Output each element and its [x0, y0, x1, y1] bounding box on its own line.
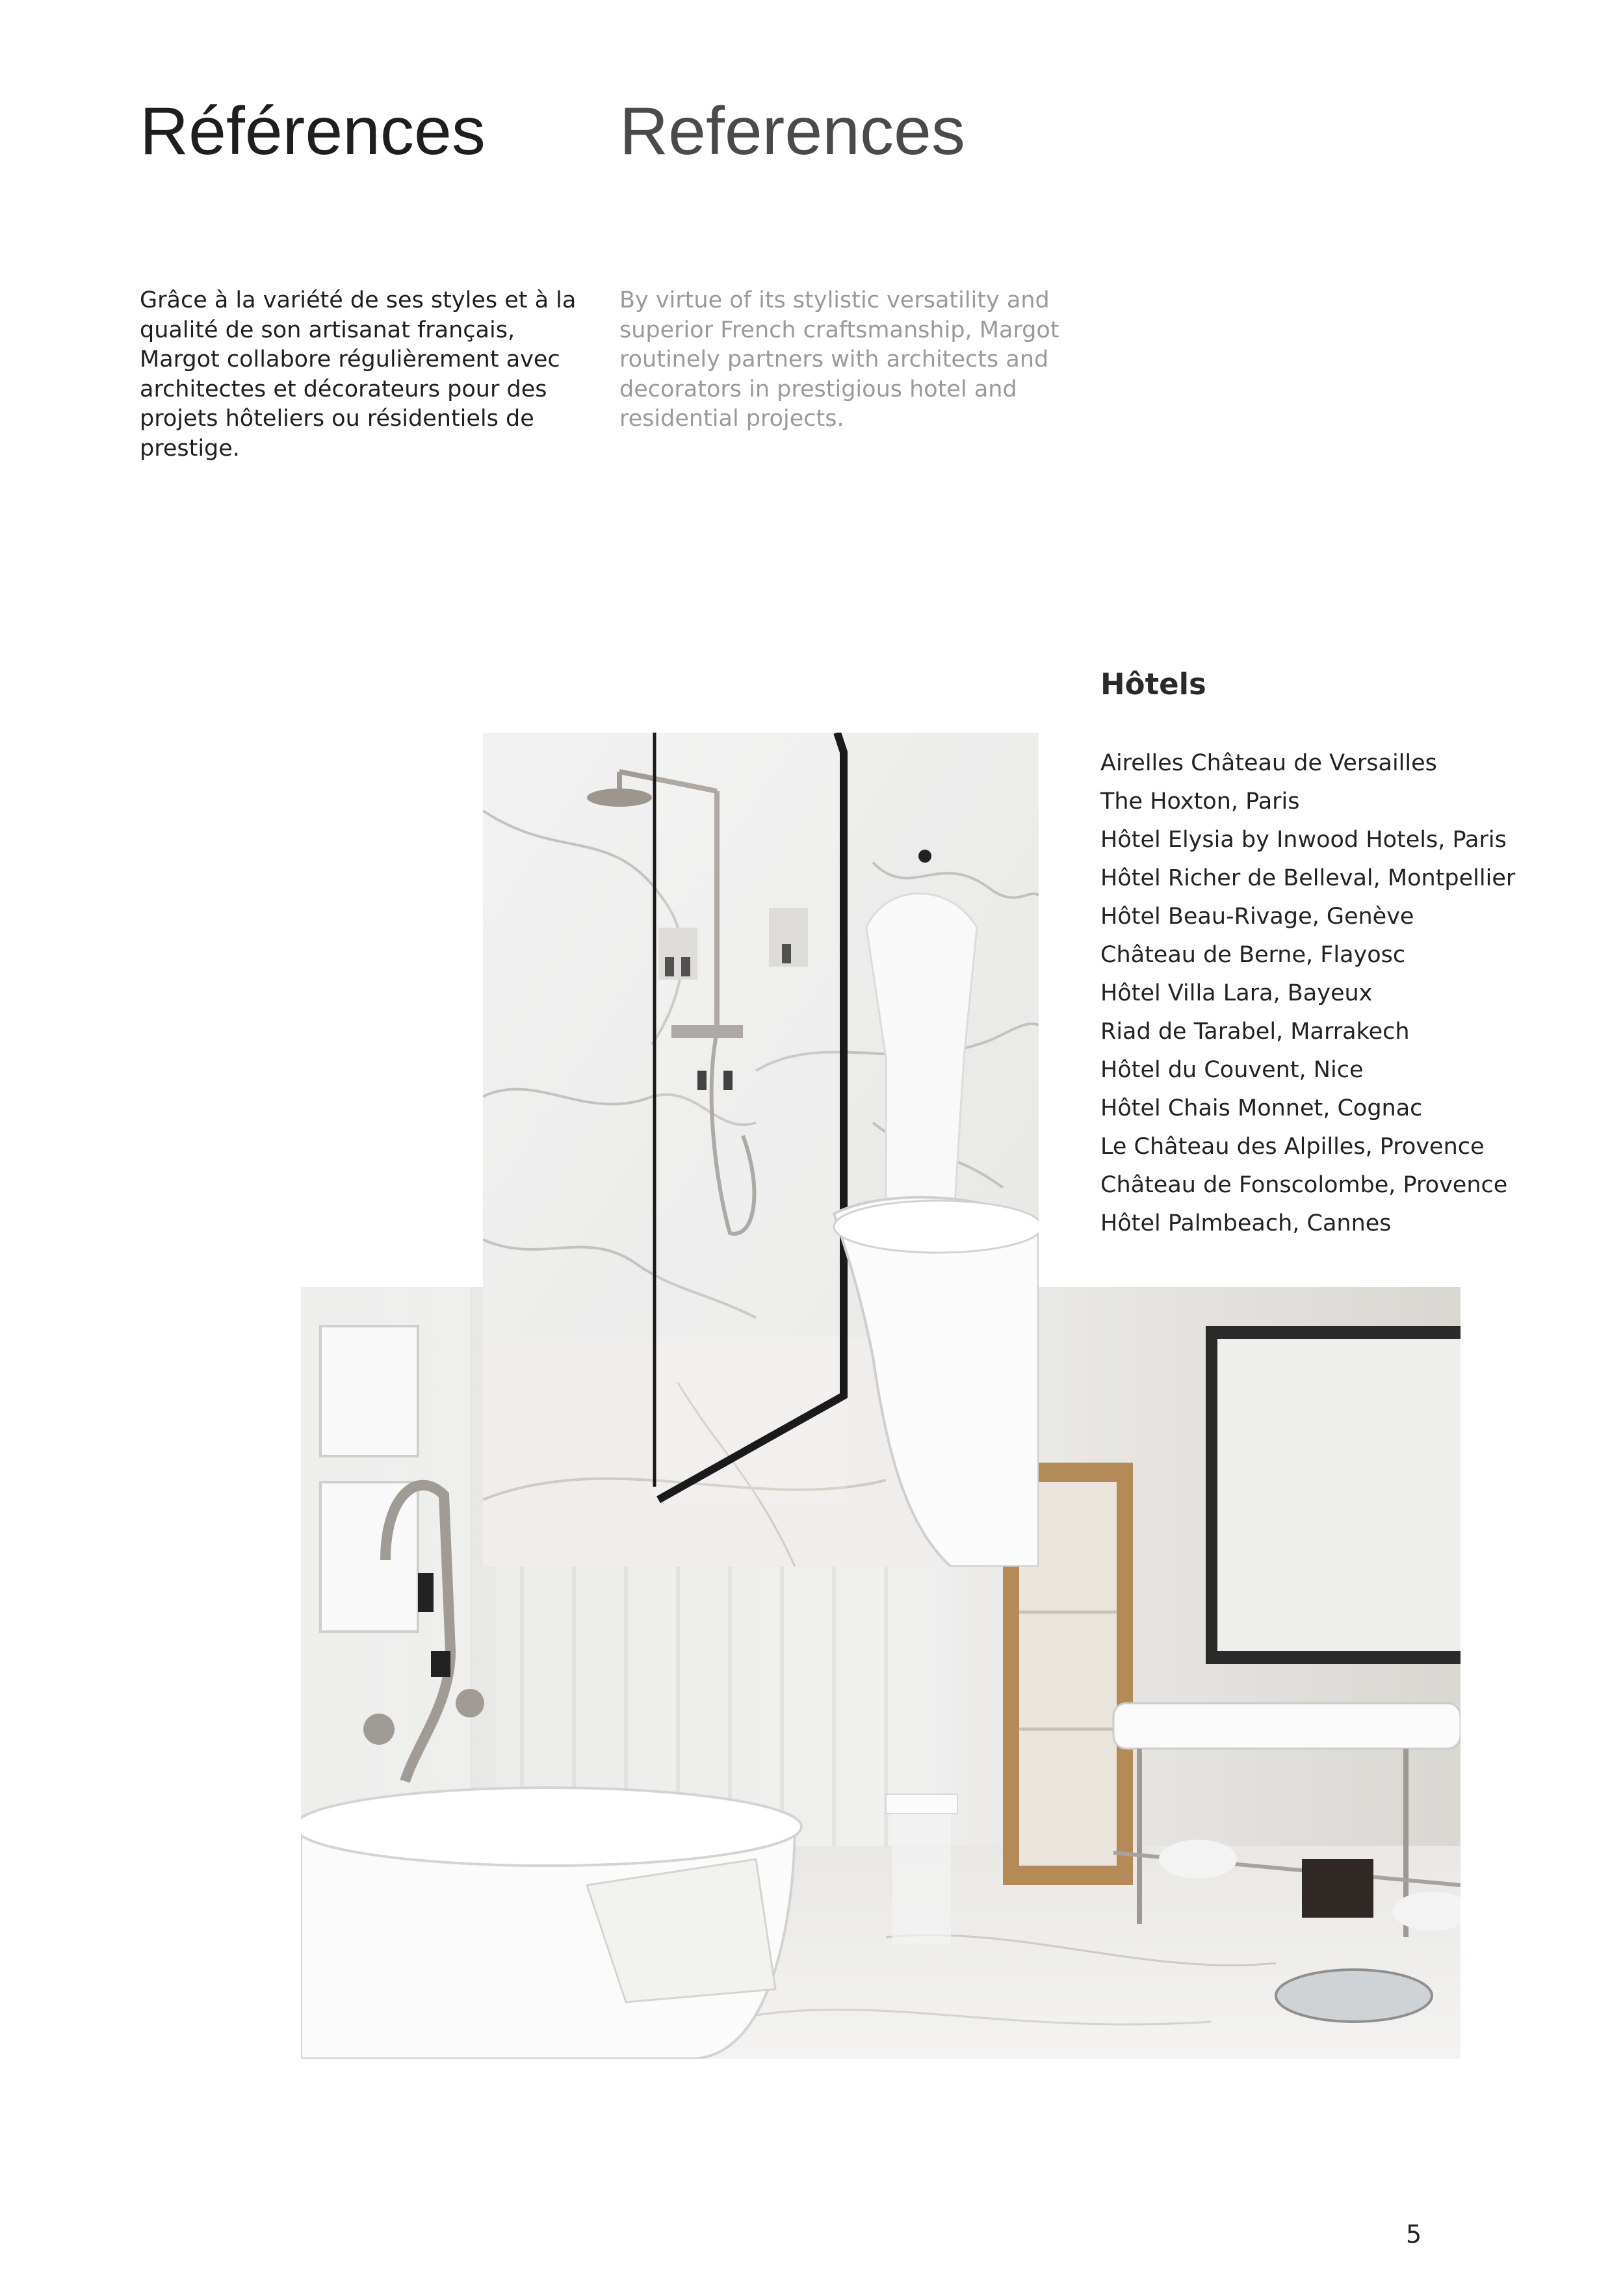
shower-photo: [483, 733, 1039, 1567]
shower-photo-illustration: [483, 733, 1039, 1567]
hotels-list: [1100, 744, 1515, 1243]
list-item: Hôtel Palmbeach, Cannes: [1100, 1210, 1392, 1236]
list-item: The Hoxton, Paris: [1100, 789, 1300, 815]
page-title-en: References: [619, 94, 965, 169]
intro-text-fr: Grâce à la variété de ses styles et à la qualité de son artisanat français, Margot collabore régulièrement avec architectes et décorateurs pour des projets hôteliers ou résidentiels de prestige.: [140, 287, 577, 462]
page-title-fr: Références: [140, 94, 486, 169]
intro-text-en: By virtue of its stylistic versatility and superior French craftsmanship, Margot routinely partners with architects and decorators in prestigious hotel and residential projects.: [619, 287, 1059, 432]
list-item: Hôtel Chais Monnet, Cognac: [1100, 1095, 1423, 1121]
page-number: 5: [1406, 2220, 1422, 2249]
list-item: Airelles Château de Versailles: [1100, 750, 1437, 776]
list-item: Le Château des Alpilles, Provence: [1100, 1134, 1485, 1160]
list-item: Hôtel Richer de Belleval, Montpellier: [1100, 865, 1516, 891]
list-item: Hôtel Villa Lara, Bayeux: [1100, 980, 1373, 1006]
hotels-section-title: Hôtels: [1100, 667, 1206, 701]
list-item: Hôtel Beau-Rivage, Genève: [1100, 904, 1414, 930]
list-item: Château de Berne, Flayosc: [1100, 942, 1406, 968]
list-item: Hôtel Elysia by Inwood Hotels, Paris: [1100, 827, 1507, 853]
list-item: Château de Fonscolombe, Provence: [1100, 1172, 1508, 1198]
list-item: Riad de Tarabel, Marrakech: [1100, 1019, 1410, 1045]
list-item: Hôtel du Couvent, Nice: [1100, 1057, 1364, 1083]
